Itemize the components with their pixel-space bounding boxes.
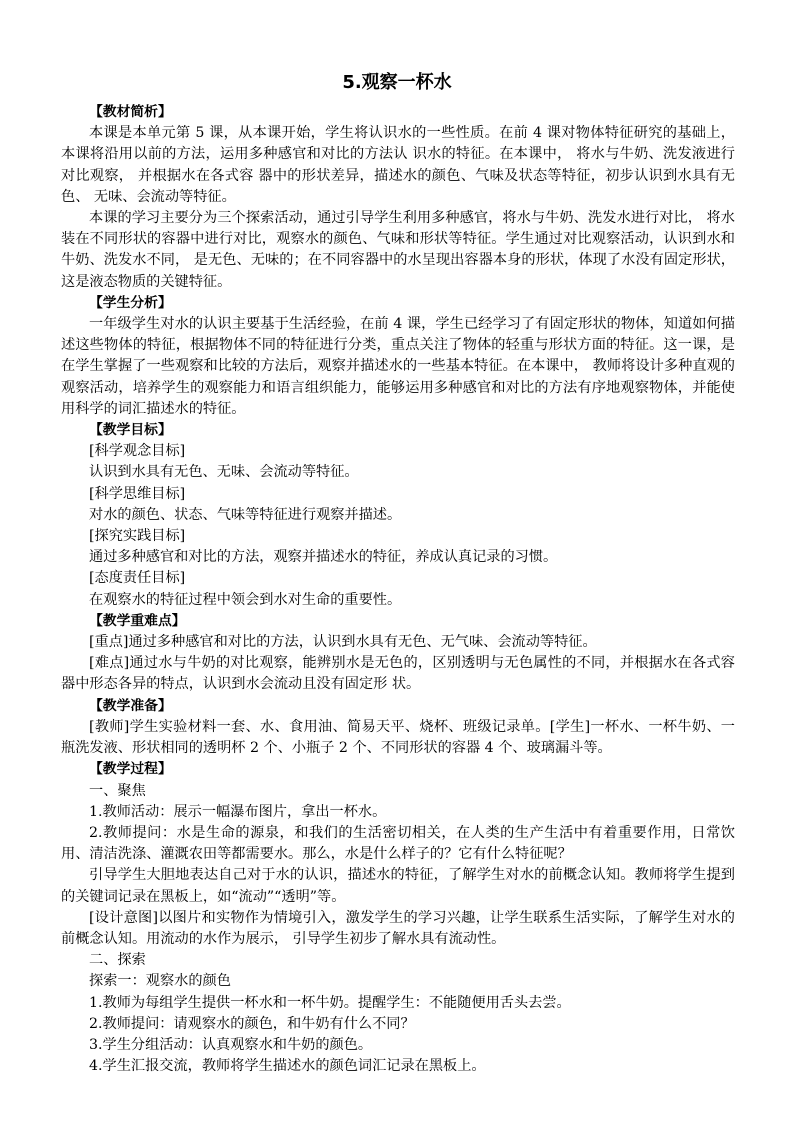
objective-label-2: [科学思维目标]	[89, 485, 186, 502]
paragraph-xuesheng-1: 一年级学生对水的认识主要基于生活经验，在前 4 课，学生已经学习了有固定形状的物体，知道如何描述这些物体的特征，根据物体不同的特征进行分类，重点关注了物体的轻重与形状方面的特征。这一课，是在学生掌握了一些观察和比较的方法后，观察并描述水的一些基本特征。在本课中， 教师将设计多种直观的观察活动，培养学生的观察能力和语言组织能力，能够运用多种感官和对比的方法有序地观察物体，并能使用科学的词汇描述水的特征。	[61, 316, 735, 417]
paragraph-part1-1: 1.教师活动：展示一幅瀑布图片，拿出一杯水。	[89, 803, 387, 820]
page-title: 5.观察一杯水	[342, 72, 452, 93]
paragraph-zhongnan-1: [重点]通过多种感官和对比的方法，认识到水具有无色、无气味、会流动等特征。	[89, 634, 597, 651]
section-heading-jiaocai: 【教材简析】	[89, 104, 172, 120]
paragraph-zhunbei-1: [教师]学生实验材料一套、水、食用油、简易天平、烧杯、班级记录单。[学生]一杯水、一杯牛奶、一瓶洗发液、形状相同的透明杯 2 个、小瓶子 2 个、不同形状的容器 4 个、玻璃漏斗等。	[61, 718, 735, 757]
objective-label-3: [探究实践目标]	[89, 528, 186, 545]
part2-subtitle: 探索一：观察水的颜色	[89, 973, 231, 990]
objective-label-4: [态度责任目标]	[89, 570, 186, 587]
objective-text-3: 通过多种感官和对比的方法，观察并描述水的特征，养成认真记录的习惯。	[89, 549, 558, 566]
section-heading-mubiao: 【教学目标】	[89, 422, 172, 439]
paragraph-part2-2: 2.教师提问：请观察水的颜色，和牛奶有什么不同？	[89, 1015, 415, 1032]
paragraph-part1-3: 引导学生大胆地表达自己对于水的认识，描述水的特征，了解学生对水的前概念认知。教师将学生提到的关键词记录在黑板上，如“流动”“透明”等。	[61, 867, 735, 905]
part-title-2: 二、探索	[89, 952, 146, 969]
paragraph-part2-3: 3.学生分组活动：认真观察水和牛奶的颜色。	[89, 1036, 373, 1053]
paragraph-jiaocai-2: 本课的学习主要分为三个探索活动，通过引导学生利用多种感官，将水与牛奶、洗发水进行对比， 将水装在不同形状的容器中进行对比，观察水的颜色、气味和形状等特征。学生通过对比观察活动，认识到水和牛奶、洗发水不同， 是无色、无味的；在不同容器中的水呈现出容器本身的形状，体现了水没有固定形状，这是液态物质的关键特征。	[61, 210, 735, 290]
paragraph-jiaocai-1: 本课是本单元第 5 课，从本课开始，学生将认识水的一些性质。在前 4 课对物体特征研究的基础上，本课将沿用以前的方法，运用多种感官和对比的方法认 识水的特征。在本课中， 将水与牛奶、洗发液进行对比观察， 并根据水在各式容 器中的形状差异，描述水的颜色、气味及状态等特征，初步认识到水具有无色、 无味、会流动等特征。	[61, 125, 735, 205]
part-title-1: 一、聚焦	[89, 782, 146, 799]
paragraph-part2-4: 4.学生汇报交流，教师将学生描述水的颜色词汇记录在黑板上。	[89, 1058, 486, 1075]
objective-text-2: 对水的颜色、状态、气味等特征进行观察并描述。	[89, 506, 402, 523]
document-body	[61, 102, 735, 1077]
section-heading-xuesheng: 【学生分析】	[89, 294, 172, 311]
section-heading-zhunbei: 【教学准备】	[89, 697, 172, 714]
paragraph-part2-1: 1.教师为每组学生提供一杯水和一杯牛奶。提醒学生：不能随便用舌头去尝。	[89, 994, 571, 1011]
section-heading-zhongnan: 【教学重难点】	[89, 612, 186, 629]
paragraph-part1-4: [设计意图]以图片和实物作为情境引入，激发学生的学习兴趣，让学生联系生活实际，了解学生对水的前概念认知。用流动的水作为展示， 引导学生初步了解水具有流动性。	[61, 909, 735, 947]
objective-text-1: 认识到水具有无色、无味、会流动等特征。	[89, 464, 359, 481]
objective-text-4: 在观察水的特征过程中领会到水对生命的重要性。	[89, 591, 402, 608]
section-heading-guocheng: 【教学过程】	[89, 761, 172, 778]
paragraph-zhongnan-2: [难点]通过水与牛奶的对比观察，能辨别水是无色的，区别透明与无色属性的不同，并根据水在各式容器中形态各异的特点，认识到水会流动且没有固定形 状。	[61, 655, 735, 693]
paragraph-part1-2: 2.教师提问：水是生命的源泉，和我们的生活密切相关，在人类的生产生活中有着重要作用，日常饮用、清洁洗涤、灌溉农田等都需要水。那么，水是什么样子的？它有什么特征呢？	[61, 824, 735, 863]
objective-label-1: [科学观念目标]	[89, 443, 186, 460]
